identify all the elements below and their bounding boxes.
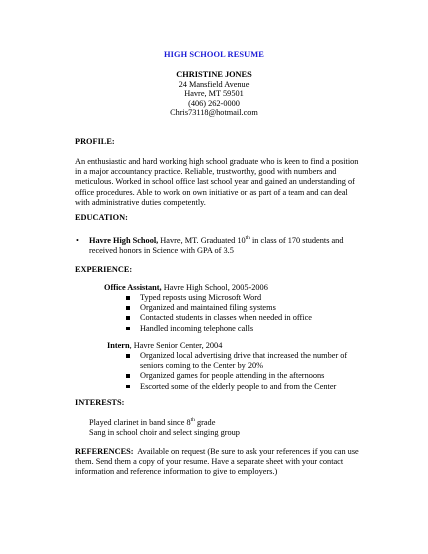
job-title: Office Assistant, [104, 283, 162, 292]
square-bullet-icon [126, 327, 130, 331]
contact-email: Chris73118@hotmail.com [170, 108, 258, 118]
profile-text [75, 157, 375, 208]
profile-line: in a major accountancy practice. Reliable, trustworthy, good with numbers and [75, 167, 337, 177]
job-title-line [104, 283, 268, 293]
contact-block [0, 70, 428, 118]
contact-phone: (406) 262-0000 [188, 98, 240, 108]
list-item: Contacted students in classes when needed in office [126, 313, 312, 323]
education-detail-cont: in class of 170 students and [249, 236, 344, 245]
job-duties-list [126, 351, 347, 392]
interests-text [89, 418, 389, 438]
references-line: REFERENCES: Available on request (Be sure to ask your references if you can use [75, 447, 359, 456]
experience-heading: EXPERIENCE: [75, 265, 133, 274]
education-line-2: received honors in Science with GPA of 3.5 [89, 246, 234, 255]
education-line-1 [89, 236, 389, 246]
list-item: Escorted some of the elderly people to and from the Center [126, 382, 347, 392]
profile-line: An enthusiastic and hard working high school graduate who is keen to find a position [75, 157, 359, 166]
education-ordinal: th [245, 235, 250, 242]
contact-city: Havre, MT 59501 [184, 89, 244, 99]
education-bullet: • [76, 236, 79, 245]
list-item: Typed reposts using Microsoft Word [126, 293, 312, 303]
square-bullet-icon [126, 385, 130, 389]
job-place: , Havre Senior Center, 2004 [129, 341, 223, 350]
job-place: Havre High School, 2005-2006 [161, 283, 268, 292]
interest-ordinal: th [190, 417, 195, 424]
profile-heading: PROFILE: [75, 137, 115, 146]
job-title-line [107, 341, 222, 351]
interest-item: Played clarinet in band since 8th grade [89, 417, 216, 427]
references-heading: REFERENCES: [75, 447, 134, 456]
references-line: information and reference information to give to employers.) [75, 467, 278, 477]
education-detail: Havre, MT. Graduated 10 [158, 236, 246, 245]
list-item: Organized local advertising drive that increased the number of [126, 351, 347, 361]
interests-heading: INTERESTS: [75, 398, 125, 407]
profile-line: meticulous. Worked in school office last school year and gained an understanding of [75, 177, 355, 187]
contact-name: CHRISTINE JONES [176, 70, 252, 79]
square-bullet-icon [126, 306, 130, 310]
list-item: Organized games for people attending in the afternoons [126, 371, 347, 381]
job-title: Intern [107, 341, 130, 350]
document-title: HIGH SCHOOL RESUME [164, 50, 264, 59]
list-item: Organized and maintained filing systems [126, 303, 312, 313]
square-bullet-icon [126, 374, 130, 378]
references-line: them. Send them a copy of your resume. Have a separate sheet with your contact [75, 457, 344, 467]
education-heading: EDUCATION: [75, 213, 128, 222]
square-bullet-icon [126, 296, 130, 300]
references-text [75, 447, 385, 478]
job-duties-list [126, 293, 312, 334]
interest-item: Sang in school choir and select singing group [89, 428, 240, 438]
education-school: Havre High School, [89, 236, 159, 245]
profile-line: office procedures. Able to work on own initiative or as part of a team and can deal [75, 187, 348, 197]
list-item: seniors coming to the Center by 20% [140, 361, 264, 371]
contact-address: 24 Mansfield Avenue [178, 79, 250, 89]
list-item: Handled incoming telephone calls [126, 324, 312, 334]
square-bullet-icon [126, 316, 130, 320]
square-bullet-icon [126, 354, 130, 358]
profile-line: with administrative duties competently. [75, 197, 206, 207]
